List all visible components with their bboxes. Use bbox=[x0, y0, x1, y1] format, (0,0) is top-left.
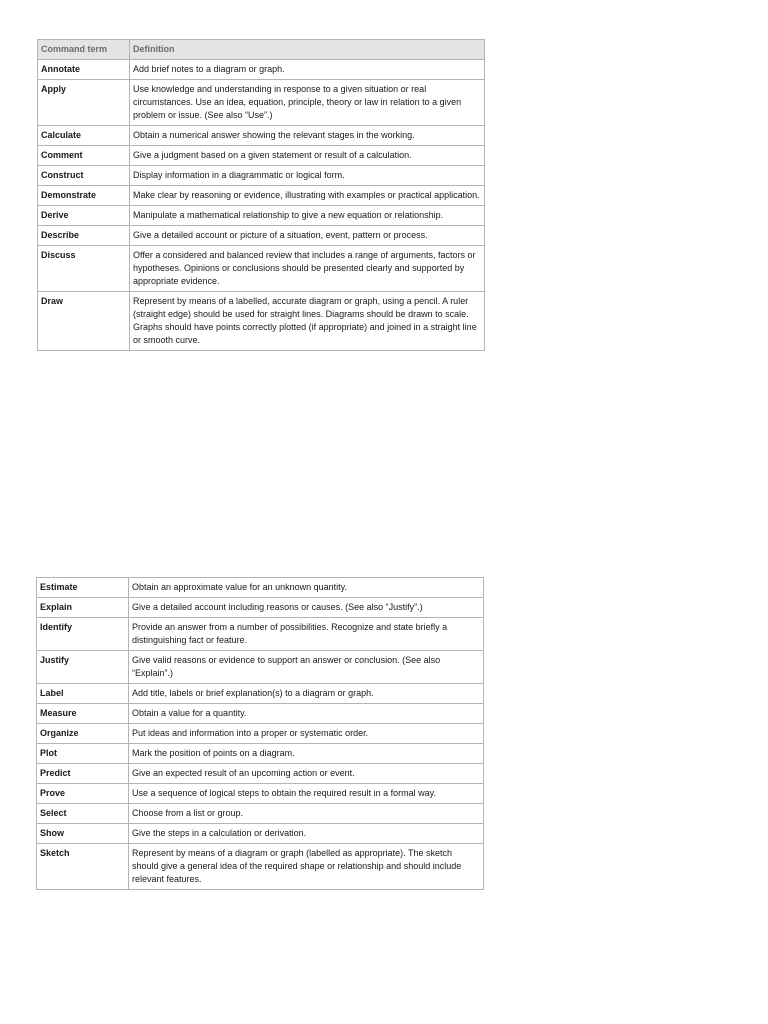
command-term: Draw bbox=[38, 292, 130, 351]
table-row bbox=[37, 598, 484, 618]
command-term: Measure bbox=[37, 704, 129, 724]
command-term: Estimate bbox=[37, 578, 129, 598]
definition: Give a detailed account or picture of a situation, event, pattern or process. bbox=[130, 226, 485, 246]
command-term: Sketch bbox=[37, 844, 129, 890]
command-term: Comment bbox=[38, 146, 130, 166]
command-term: Show bbox=[37, 824, 129, 844]
command-term: Construct bbox=[38, 166, 130, 186]
table-row bbox=[38, 292, 485, 351]
command-terms-table-1 bbox=[37, 39, 485, 351]
command-term: Prove bbox=[37, 784, 129, 804]
definition: Manipulate a mathematical relationship to give a new equation or relationship. bbox=[130, 206, 485, 226]
table-row bbox=[38, 146, 485, 166]
definition: Make clear by reasoning or evidence, illustrating with examples or practical application. bbox=[130, 186, 485, 206]
table-row bbox=[38, 186, 485, 206]
table-row bbox=[38, 80, 485, 126]
table-row bbox=[38, 246, 485, 292]
command-term: Predict bbox=[37, 764, 129, 784]
definition: Obtain a value for a quantity. bbox=[129, 704, 484, 724]
table-row bbox=[38, 60, 485, 80]
definition: Give a detailed account including reasons or causes. (See also “Justify”.) bbox=[129, 598, 484, 618]
table-row bbox=[37, 784, 484, 804]
definition: Choose from a list or group. bbox=[129, 804, 484, 824]
table-row bbox=[38, 166, 485, 186]
definition: Give a judgment based on a given statement or result of a calculation. bbox=[130, 146, 485, 166]
definition: Provide an answer from a number of possibilities. Recognize and state briefly a distinguishing fact or feature. bbox=[129, 618, 484, 651]
table-row bbox=[38, 126, 485, 146]
table-row bbox=[38, 206, 485, 226]
definition: Obtain a numerical answer showing the relevant stages in the working. bbox=[130, 126, 485, 146]
table-row bbox=[38, 226, 485, 246]
table-row bbox=[37, 844, 484, 890]
definition: Put ideas and information into a proper or systematic order. bbox=[129, 724, 484, 744]
table-row bbox=[37, 824, 484, 844]
definition: Represent by means of a labelled, accurate diagram or graph, using a pencil. A ruler (straight edge) should be used for straight lines. Diagrams should be drawn to scale. Graphs should have points correctly plotted (if appropriate) and joined in a straight line or smooth curve. bbox=[130, 292, 485, 351]
command-term: Identify bbox=[37, 618, 129, 651]
command-term: Justify bbox=[37, 651, 129, 684]
command-term: Explain bbox=[37, 598, 129, 618]
command-term: Derive bbox=[38, 206, 130, 226]
table-row bbox=[37, 684, 484, 704]
definition: Offer a considered and balanced review that includes a range of arguments, factors or hypotheses. Opinions or conclusions should be presented clearly and supported by appropriate evidence. bbox=[130, 246, 485, 292]
column-header-definition: Definition bbox=[130, 40, 485, 60]
table-row bbox=[37, 704, 484, 724]
command-term: Organize bbox=[37, 724, 129, 744]
table-row bbox=[37, 744, 484, 764]
table-row bbox=[37, 578, 484, 598]
definition: Add title, labels or brief explanation(s) to a diagram or graph. bbox=[129, 684, 484, 704]
command-term: Label bbox=[37, 684, 129, 704]
table-row bbox=[37, 724, 484, 744]
command-term: Annotate bbox=[38, 60, 130, 80]
command-term: Plot bbox=[37, 744, 129, 764]
column-header-command-term: Command term bbox=[38, 40, 130, 60]
definition: Represent by means of a diagram or graph (labelled as appropriate). The sketch should give a general idea of the required shape or relationship and should include relevant features. bbox=[129, 844, 484, 890]
command-term: Describe bbox=[38, 226, 130, 246]
definition: Use knowledge and understanding in response to a given situation or real circumstances. Use an idea, equation, principle, theory or law in relation to a given problem or issue. (See also “Use”.) bbox=[130, 80, 485, 126]
definition: Give an expected result of an upcoming action or event. bbox=[129, 764, 484, 784]
definition: Use a sequence of logical steps to obtain the required result in a formal way. bbox=[129, 784, 484, 804]
definition: Give the steps in a calculation or derivation. bbox=[129, 824, 484, 844]
definition: Mark the position of points on a diagram. bbox=[129, 744, 484, 764]
definition: Give valid reasons or evidence to support an answer or conclusion. (See also “Explain”.) bbox=[129, 651, 484, 684]
definition: Obtain an approximate value for an unknown quantity. bbox=[129, 578, 484, 598]
table-row bbox=[37, 764, 484, 784]
command-term: Select bbox=[37, 804, 129, 824]
table-row bbox=[37, 618, 484, 651]
command-term: Apply bbox=[38, 80, 130, 126]
definition: Add brief notes to a diagram or graph. bbox=[130, 60, 485, 80]
table-header-row bbox=[38, 40, 485, 60]
command-term: Demonstrate bbox=[38, 186, 130, 206]
table-row bbox=[37, 651, 484, 684]
table-row bbox=[37, 804, 484, 824]
command-term: Calculate bbox=[38, 126, 130, 146]
command-term: Discuss bbox=[38, 246, 130, 292]
command-terms-table-2 bbox=[36, 577, 484, 890]
definition: Display information in a diagrammatic or logical form. bbox=[130, 166, 485, 186]
